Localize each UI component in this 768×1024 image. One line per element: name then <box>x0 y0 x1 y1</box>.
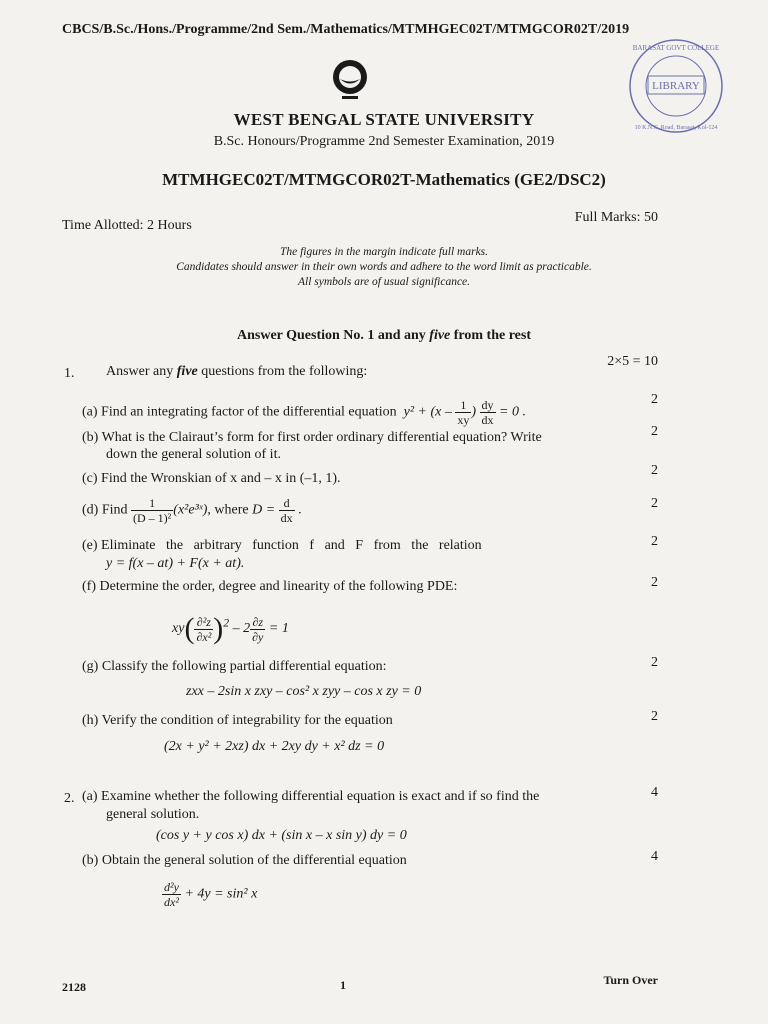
q1b: (b) What is the Clairaut’s form for first order ordinary differential equation? Write <box>82 430 542 445</box>
q1d: (d) Find $\frac{1}{\text{(D – 1)²}}$ (x²e³ˣ), where D = $\frac{d}{dx}$ . <box>82 496 302 525</box>
q1e-eq: y = f(x – at) + F(x + at). <box>106 556 245 571</box>
university-logo-icon <box>328 58 372 102</box>
university-name: WEST BENGAL STATE UNIVERSITY <box>233 110 535 129</box>
q1g: (g) Classify the following partial differential equation: <box>82 659 387 674</box>
stamp-bottom: 10 K.N.C. Road, Barasat, Kol-124 <box>634 125 718 131</box>
q1f-marks: 2 <box>651 575 658 590</box>
q1c-marks: 2 <box>651 463 658 478</box>
instruction-3: All symbols are of usual significance. <box>297 276 471 288</box>
q1g-marks: 2 <box>651 655 658 670</box>
turn-over: Turn Over <box>603 973 658 987</box>
q2b-marks: 4 <box>651 849 658 864</box>
q1f: (f) Determine the order, degree and linearity of the following PDE: <box>82 579 458 594</box>
q1a-marks: 2 <box>651 392 658 407</box>
q1h-marks: 2 <box>651 709 658 724</box>
q1e-marks: 2 <box>651 534 658 549</box>
instruction-2: Candidates should answer in their own words and adhere to the word limit as practicable. <box>176 261 592 273</box>
footer-code: 2128 <box>62 980 86 994</box>
q1a: (a) Find an integrating factor of the differential equation y² + (x – $\frac{1}{xy}$ ) $\frac{dy}{dx}$ = 0 . <box>82 398 526 427</box>
q2-number: 2. <box>64 791 75 806</box>
section-heading: Answer Question No. 1 and any five from the rest <box>237 328 531 343</box>
q2b-eq: $\frac{\text{d²y}}{\text{dx²}}$ + 4y = sin² x <box>164 880 258 909</box>
q2a-eq: (cos y + y cos x) dx + (sin x – x sin y) dy = 0 <box>156 828 407 843</box>
q1-number: 1. <box>64 366 75 381</box>
instruction-1: The figures in the margin indicate full marks. <box>279 246 489 258</box>
header-code: CBCS/B.Sc./Hons./Programme/2nd Sem./Mathematics/MTMHGEC02T/MTMGCOR02T/2019 <box>62 22 630 37</box>
full-marks: Full Marks: 50 <box>574 210 658 225</box>
paper-title: MTMHGEC02T/MTMGCOR02T-Mathematics (GE2/DSC2) <box>162 170 606 189</box>
q1e: (e) Eliminate the arbitrary function f and F from the relation <box>82 538 482 553</box>
q1f-eq: xy( $\frac{\text{∂²z}}{\text{∂x²}}$ )$^2$ – 2 $\frac{\partial z}{\partial y}$ = 1 <box>172 612 289 645</box>
q2a-marks: 4 <box>651 785 658 800</box>
q2a: (a) Examine whether the following differential equation is exact and if so find the <box>82 789 540 804</box>
time-allotted: Time Allotted: 2 Hours <box>62 218 192 233</box>
q1c: (c) Find the Wronskian of x and – x in (–1, 1). <box>82 471 341 486</box>
q1-intro: Answer any five questions from the following: <box>106 364 368 379</box>
q1d-marks: 2 <box>651 496 658 511</box>
page-number: 1 <box>340 978 346 992</box>
exam-name: B.Sc. Honours/Programme 2nd Semester Examination, 2019 <box>213 134 555 149</box>
q2b: (b) Obtain the general solution of the differential equation <box>82 853 407 868</box>
q1b-line2: down the general solution of it. <box>106 447 281 462</box>
stamp-top: BARASAT GOVT COLLEGE <box>632 44 720 52</box>
q1h: (h) Verify the condition of integrability for the equation <box>82 713 393 728</box>
q1h-eq: (2x + y² + 2xz) dx + 2xy dy + x² dz = 0 <box>164 739 385 754</box>
q2a-line2: general solution. <box>106 807 200 822</box>
q1b-marks: 2 <box>651 424 658 439</box>
stamp-center: LIBRARY <box>652 80 700 92</box>
q1-marks: 2×5 = 10 <box>607 354 658 369</box>
q1g-eq: zxx – 2sin x zxy – cos² x zyy – cos x zy = 0 <box>186 684 422 699</box>
